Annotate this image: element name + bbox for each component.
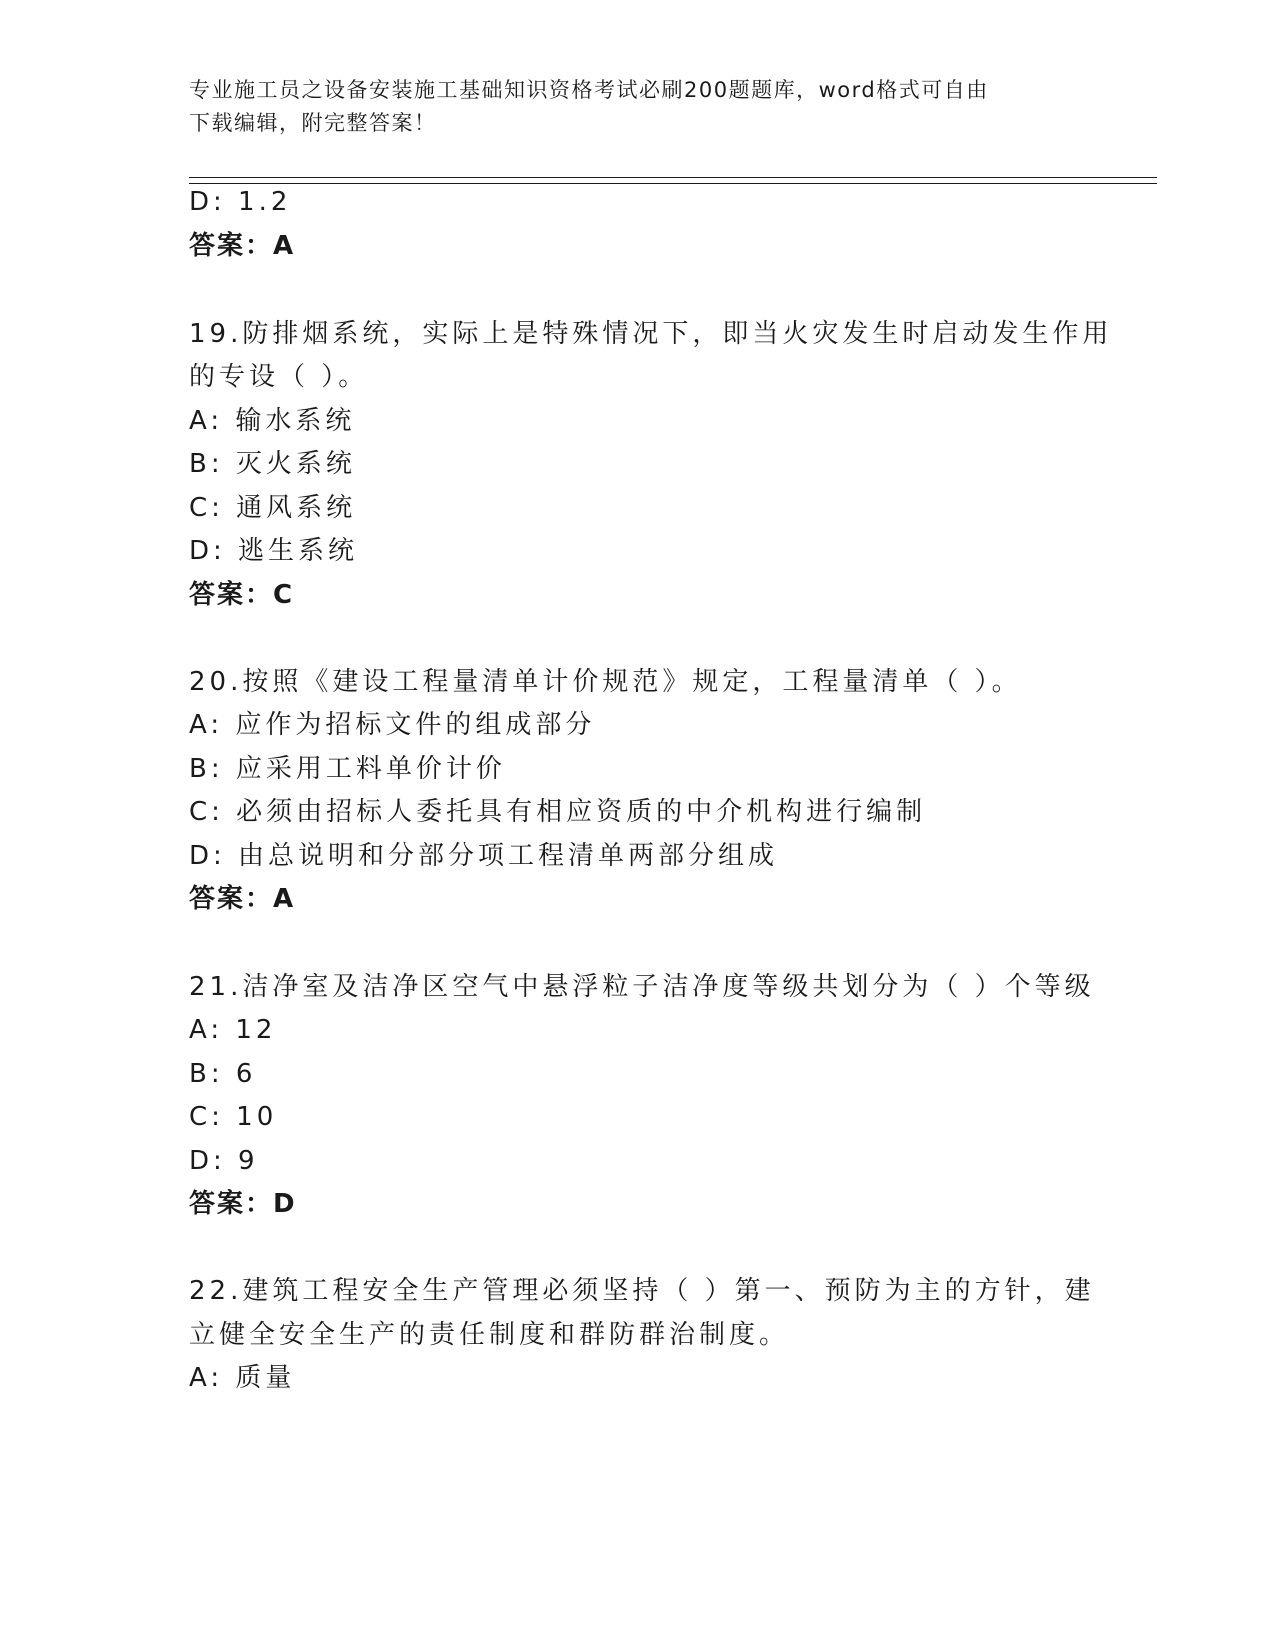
q21-option-c: C: 10 — [189, 1102, 278, 1132]
q22-stem-line-2: 立健全安全生产的责任制度和群防群治制度。 — [189, 1320, 790, 1350]
document-header — [189, 74, 1069, 140]
q22-option-a: A: 质量 — [189, 1363, 296, 1393]
q21-option-b: B: 6 — [189, 1059, 257, 1089]
q20-option-c: C: 必须由招标人委托具有相应资质的中介机构进行编制 — [189, 797, 927, 827]
q20-stem-line-1: 20.按照《建设工程量清单计价规范》规定，工程量清单（ ）。 — [189, 667, 1022, 697]
header-divider-top — [189, 177, 1157, 178]
q19-option-a: A: 输水系统 — [189, 406, 356, 436]
q19-stem-line-1: 19.防排烟系统，实际上是特殊情况下，即当火灾发生时启动发生作用 — [189, 319, 1113, 349]
q20-option-a: A: 应作为招标文件的组成部分 — [189, 710, 596, 740]
q19-option-b: B: 灭火系统 — [189, 449, 356, 479]
q19-option-c: C: 通风系统 — [189, 493, 357, 523]
header-divider-bottom — [189, 183, 1157, 184]
header-line-2: 下载编辑，附完整答案！ — [189, 111, 437, 135]
q22-stem-line-1: 22.建筑工程安全生产管理必须坚持（ ）第一、预防为主的方针，建 — [189, 1276, 1095, 1306]
q21-option-a: A: 12 — [189, 1015, 277, 1045]
q21-answer: 答案：D — [189, 1189, 297, 1219]
prev-answer: 答案：A — [189, 231, 296, 261]
q19-answer: 答案：C — [189, 580, 295, 610]
q20-option-b: B: 应采用工料单价计价 — [189, 754, 506, 784]
prev-option-d: D: 1.2 — [189, 187, 292, 217]
q21-stem-line-1: 21.洁净室及洁净区空气中悬浮粒子洁净度等级共划分为（ ）个等级 — [189, 972, 1095, 1002]
q20-option-d: D: 由总说明和分部分项工程清单两部分组成 — [189, 841, 779, 871]
q20-answer: 答案：A — [189, 884, 296, 914]
q19-stem-line-2: 的专设（ ）。 — [189, 362, 369, 392]
header-line-1: 专业施工员之设备安装施工基础知识资格考试必刷200题题库，word格式可自由 — [189, 78, 989, 102]
q19-option-d: D: 逃生系统 — [189, 536, 359, 566]
q21-option-d: D: 9 — [189, 1146, 259, 1176]
